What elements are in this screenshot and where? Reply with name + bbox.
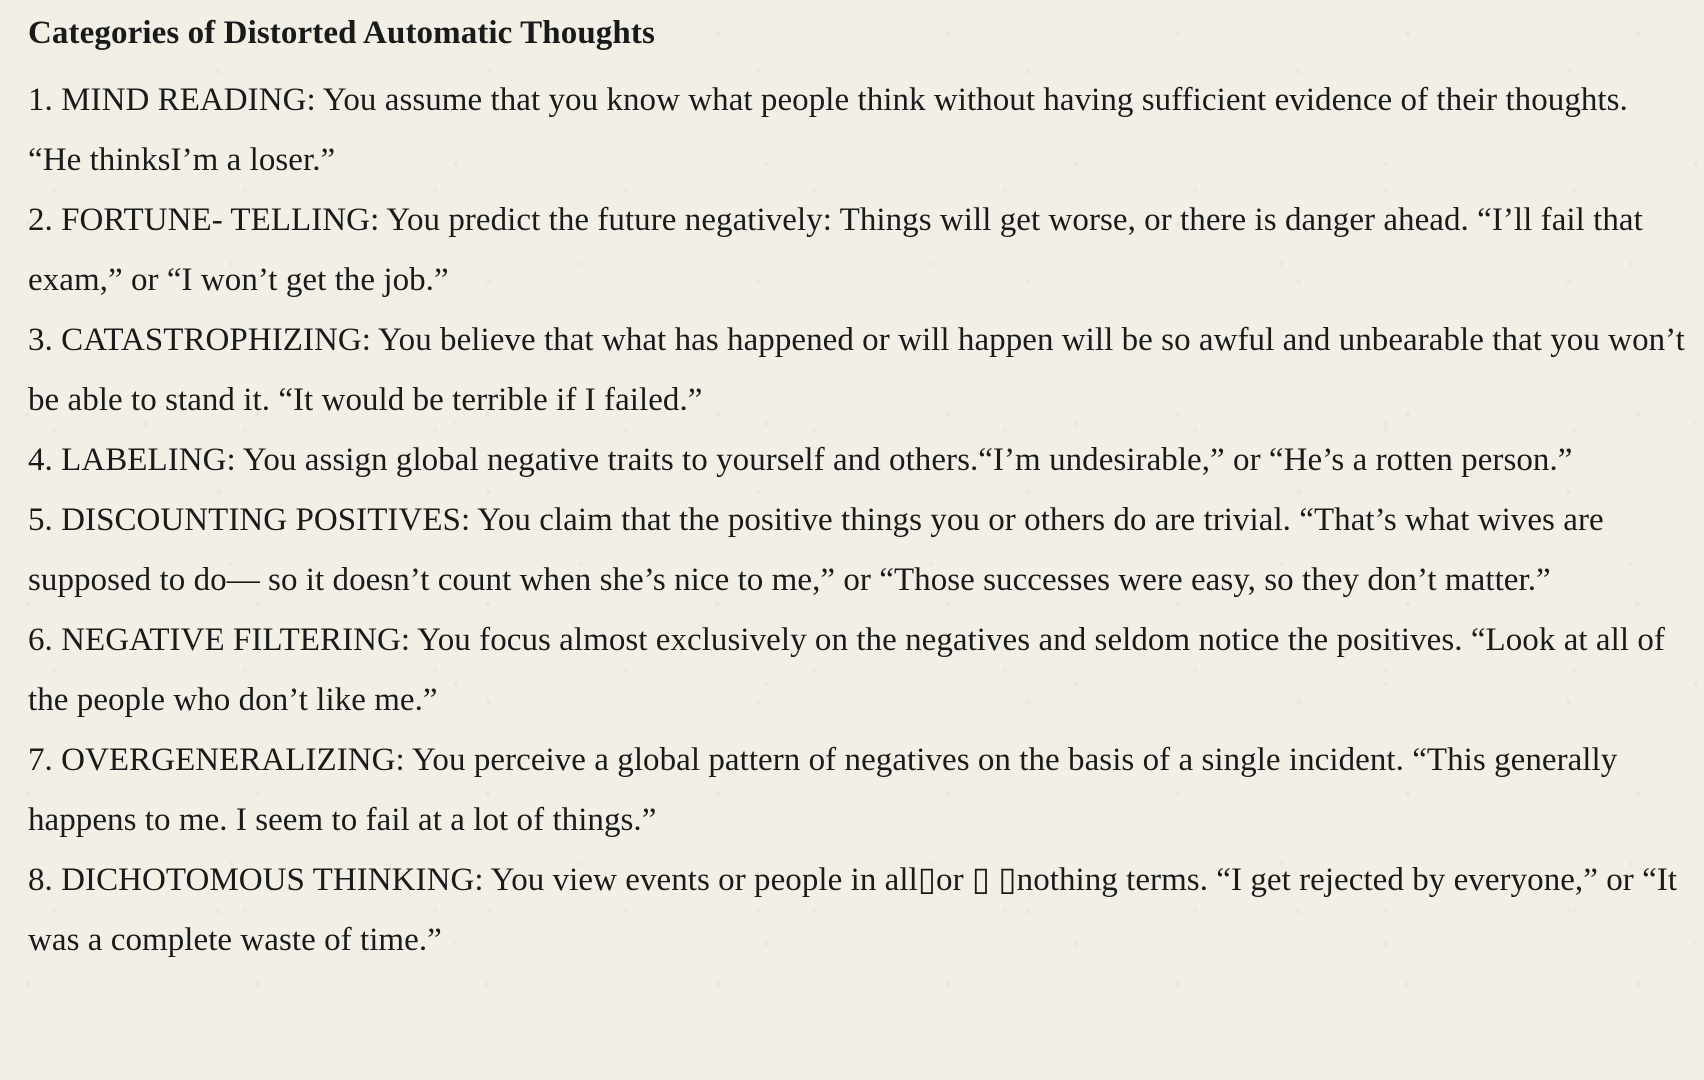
list-item-discounting-positives: 5. DISCOUNTING POSITIVES: You claim that the positive things you or others do are trivial. “That’s what wives are supposed to do— so it doesn’t count when she’s nice to me,” or “Those successes were easy, so they don’t matter.”	[28, 502, 1604, 598]
distortion-list	[28, 70, 1688, 970]
list-item-mind-reading: 1. MIND READING: You assume that you know what people think without having sufficient evidence of their thoughts. “He thinksI’m a loser.”	[28, 82, 1628, 178]
list-item-catastrophizing: 3. CATASTROPHIZING: You believe that what has happened or will happen will be so awful and unbearable that you won’t be able to stand it. “It would be terrible if I failed.”	[28, 322, 1685, 418]
document-heading: Categories of Distorted Automatic Thoughts	[28, 15, 655, 51]
list-item-labeling: 4. LABELING: You assign global negative traits to yourself and others.“I’m undesirable,” or “He’s a rotten person.”	[28, 442, 1573, 478]
list-item-negative-filtering: 6. NEGATIVE FILTERING: You focus almost exclusively on the negatives and seldom notice the positives. “Look at all of the people who don’t like me.”	[28, 622, 1665, 718]
list-item-overgeneralizing: 7. OVERGENERALIZING: You perceive a global pattern of negatives on the basis of a single incident. “This generally happens to me. I seem to fail at a lot of things.”	[28, 742, 1618, 838]
document-page	[28, 10, 1688, 970]
list-item-fortune-telling: 2. FORTUNE- TELLING: You predict the future negatively: Things will get worse, or there is danger ahead. “I’ll fail that exam,” or “I won’t get the job.”	[28, 202, 1643, 298]
list-item-dichotomous-thinking: 8. DICHOTOMOUS THINKING: You view events or people in all▯or ▯ ▯nothing terms. “I get rejected by everyone,” or “It was a complete waste of time.”	[28, 862, 1678, 958]
